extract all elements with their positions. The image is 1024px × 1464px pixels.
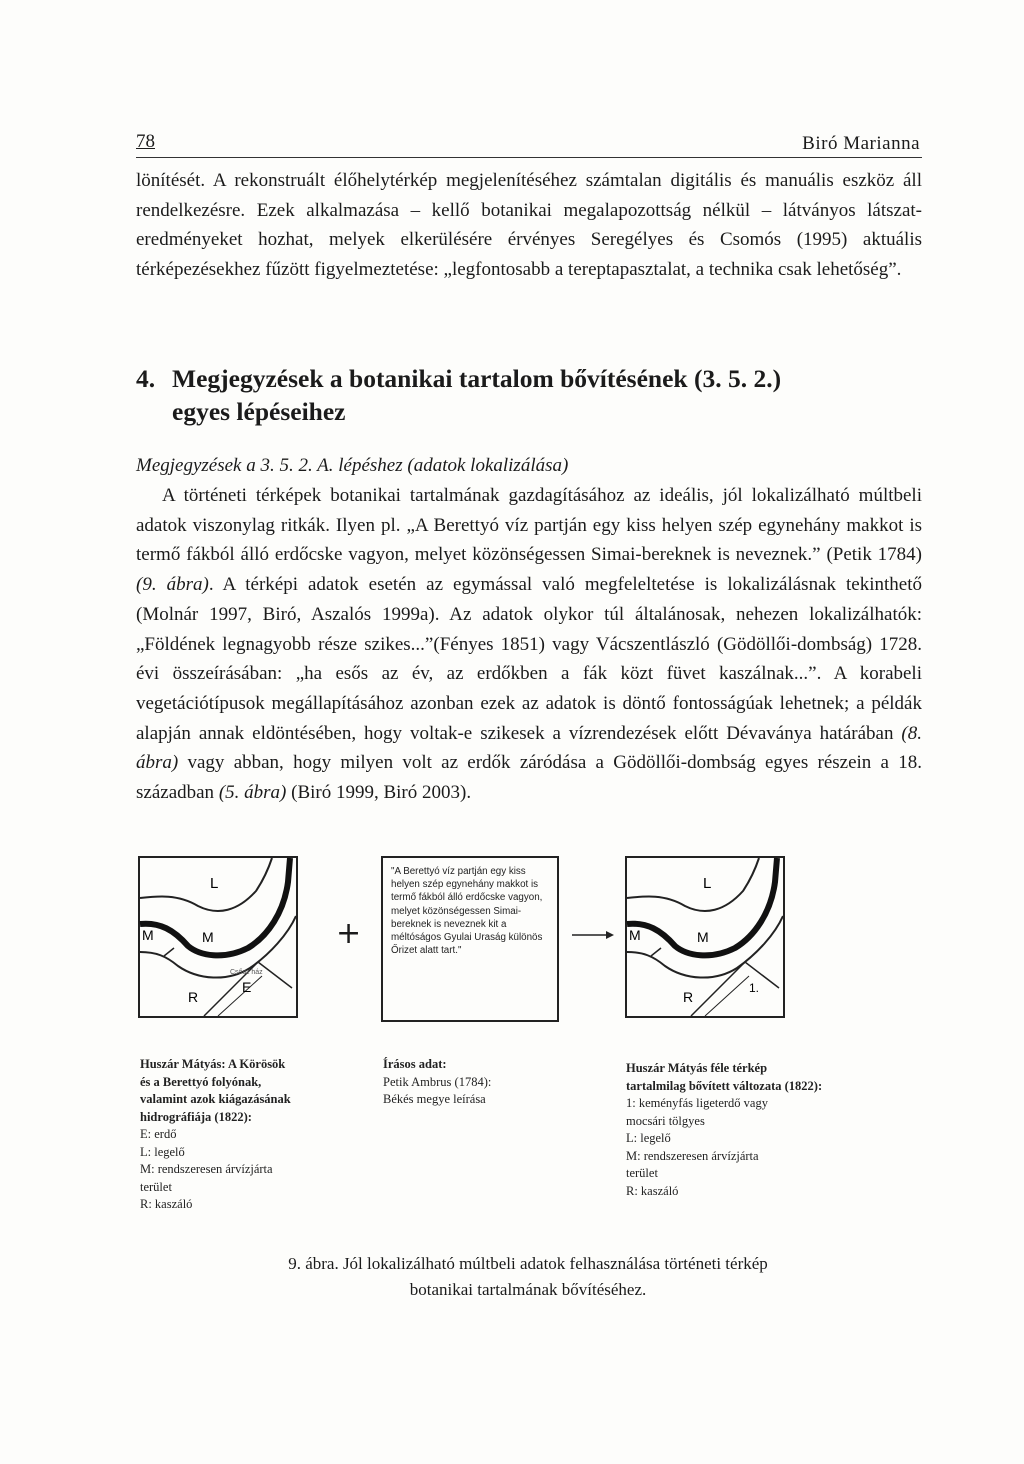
section-title-line1: Megjegyzések a botanikai tartalom bővítésének (3. 5. 2.) xyxy=(172,364,782,393)
caption-left-legend-1: E: erdő xyxy=(140,1127,177,1141)
caption-left-title-4: hidrográfiája (1822): xyxy=(140,1109,252,1124)
caption-middle-title: Írásos adat: xyxy=(383,1057,447,1071)
page-header xyxy=(136,131,922,158)
caption-left xyxy=(140,1056,360,1214)
caption-right-legend-1: 1: keményfás ligeterdő vagy xyxy=(626,1096,768,1110)
map-original xyxy=(138,856,298,1018)
map-enhanced xyxy=(625,856,785,1018)
figure-caption xyxy=(196,1251,860,1303)
map-original-drawing xyxy=(138,856,298,1018)
plus-sign: + xyxy=(336,916,362,951)
map-enhanced-drawing xyxy=(625,856,785,1018)
paragraph-2-text xyxy=(136,481,922,808)
map1-label-R: R xyxy=(188,989,199,1005)
caption-right-legend-3: L: legelő xyxy=(626,1131,671,1145)
map2-label-M2: M xyxy=(697,929,709,945)
caption-right-legend-5: terület xyxy=(626,1166,658,1180)
caption-right-legend-4: M: rendszeresen árvízjárta xyxy=(626,1148,759,1163)
paragraph-1 xyxy=(136,166,922,285)
caption-left-legend-5: R: kaszáló xyxy=(140,1197,193,1211)
map1-label-M2: M xyxy=(202,929,214,945)
figure-caption-line-1: 9. ábra. Jól lokalizálható múltbeli adatok felhasználása történeti térkép xyxy=(288,1254,768,1273)
map2-label-M1: M xyxy=(629,927,641,943)
p2-text3: vagy abban, hogy milyen volt az erdők záródása a Gödöllői-dombság egyes részein a 18. században xyxy=(136,752,922,804)
caption-right-title-2: tartalmilag bővített változata (1822): xyxy=(626,1078,823,1093)
quote-box: "A Berettyó víz partján egy kiss helyen szép egynehány makkot is termő fákból álló erdőcske vagyon, melyet közönségessen Simai-bereknek is neveznek kit a méltóságos Gyulai Uraság különös Őrizet alatt tart." xyxy=(381,856,559,1022)
caption-middle xyxy=(383,1056,583,1109)
figure-ref-9: (9. ábra) xyxy=(136,574,209,596)
map2-label-L: L xyxy=(703,875,712,892)
running-author: Biró Marianna xyxy=(802,133,920,154)
caption-right xyxy=(626,1060,916,1200)
caption-left-title-3: valamint azok kiágazásának xyxy=(140,1092,291,1106)
arrow-icon xyxy=(572,928,616,942)
map1-label-L: L xyxy=(210,875,219,892)
caption-left-legend-4: terület xyxy=(140,1179,172,1194)
paragraph-2 xyxy=(136,481,922,808)
caption-left-title-2: és a Berettyó folyónak, xyxy=(140,1074,262,1089)
caption-right-legend-2: mocsári tölgyes xyxy=(626,1113,705,1128)
map2-label-1: 1. xyxy=(749,981,760,995)
map2-label-R: R xyxy=(683,989,694,1005)
map1-label-M1: M xyxy=(142,927,154,943)
figure-ref-8: (8. ábra) xyxy=(136,722,922,774)
figure-ref-5: (5. ábra) xyxy=(218,782,287,804)
section-title-line2: egyes lépéseihez xyxy=(172,397,346,426)
caption-middle-line-1: Petik Ambrus (1784): xyxy=(383,1074,492,1089)
p2-text2: . A térképi adatok esetén az egymással való megfeleltetése is lokalizálásnak tekinthető (Molnár 1997, Biró, Aszalós 1999a). Az adatok olykor túl általánosak, nehezen lokalizálhatók: „Földének legnagyobb része szikes...”(Fényes 1851) vagy Vácszentlászló (Gödöllői-dombság) 1728. évi összeírásában: „ha esős az év, az erdőkben a fák közt füvet kaszálnak...”. A korabeli vegetációtípusok megállapításához azonban ezek az adatok is döntő fontosságúak lehetnek; a példák alapján annak eldöntésében, hogy voltak-e szikesek a vízrendezések előtt Dévaványa határában xyxy=(136,574,922,744)
caption-left-legend-2: L: legelő xyxy=(140,1144,185,1159)
subheading: Megjegyzések a 3. 5. 2. A. lépéshez (adatok lokalizálása) xyxy=(136,455,569,476)
map1-label-place: Csősz ház xyxy=(230,969,263,976)
caption-right-legend-6: R: kaszáló xyxy=(626,1183,679,1198)
figure-caption-line-2: botanikai tartalmának bővítéséhez. xyxy=(409,1280,647,1299)
caption-right-title-1: Huszár Mátyás féle térkép xyxy=(626,1061,768,1075)
caption-middle-line-2: Békés megye leírása xyxy=(383,1092,486,1106)
p2-text1: A történeti térképek botanikai tartalmának gazdagításához az ideális, jól lokalizálható múltbeli adatok viszonylag ritkák. Ilyen pl. „A Berettyó víz partján egy kiss helyen szép egynehány makkot is termő fákból álló erdőcske vagyon, melyet közönségessen Simai-bereknek is neveznek.” (Petik 1784) xyxy=(136,485,922,566)
page-number: 78 xyxy=(136,131,155,152)
section-number: 4. xyxy=(136,364,156,393)
map1-label-E: E xyxy=(242,979,252,995)
p2-text4: (Biró 1999, Biró 2003). xyxy=(286,782,472,804)
section-heading xyxy=(136,362,922,428)
paragraph-1-text: lönítését. A rekonstruált élőhelytérkép megjelenítéséhez számtalan digitális és manuális eszköz áll rendelkezésre. Ezek alkalmazása – kellő botanikai megalapozottság nélkül – látványos látszat-eredményeket hozhat, melyek elkerülésére érvényes Seregélyes és Csomós (1995) aktuális térképezésekhez fűzött figyelmeztetése: „legfontosabb a tereptapasztalat, a technika csak lehetőség”. xyxy=(136,170,922,281)
caption-left-legend-3: M: rendszeresen árvízjárta xyxy=(140,1162,273,1176)
caption-left-title-1: Huszár Mátyás: A Körösök xyxy=(140,1057,286,1071)
